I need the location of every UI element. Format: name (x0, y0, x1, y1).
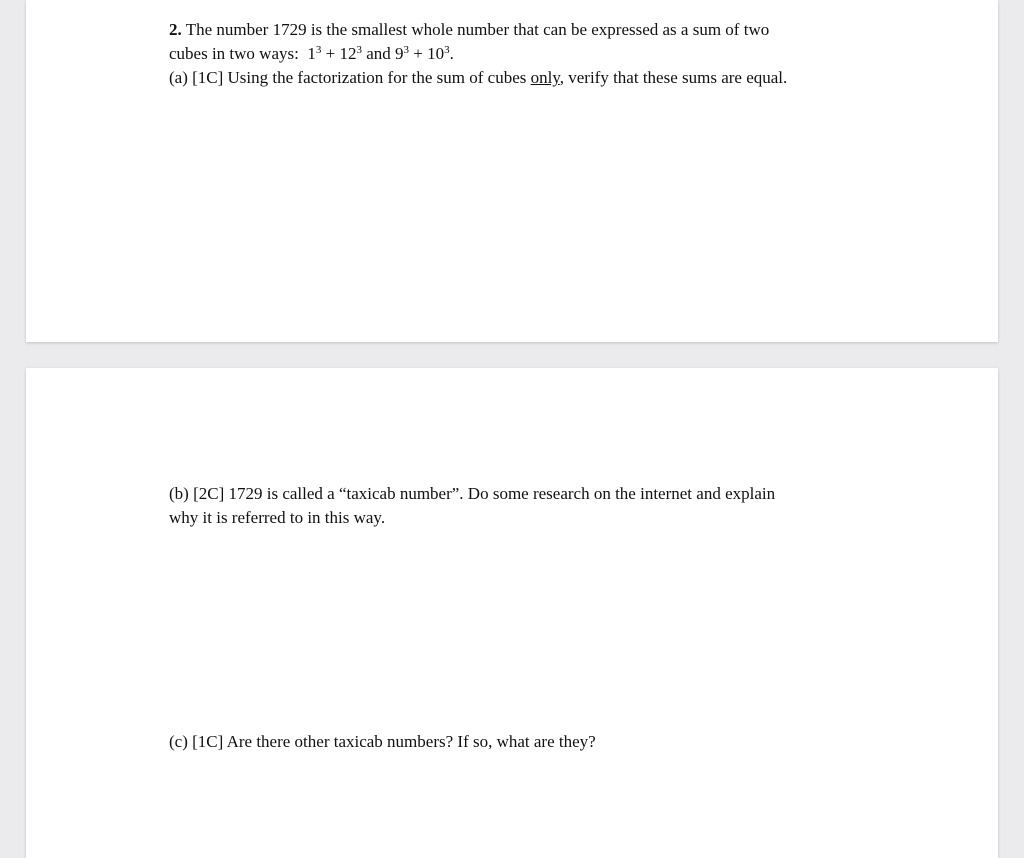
part-a (169, 66, 869, 90)
expr1-exponent-a: 3 (315, 44, 322, 56)
expr1-plus: + (325, 44, 336, 63)
expr2-period: . (449, 44, 454, 63)
question-stem-line-1: The number 1729 is the smallest whole number that can be expressed as a sum of two (185, 20, 770, 39)
question-stem-line-2-prefix: cubes in two ways: (169, 44, 299, 63)
part-c-text: (c) [1C] Are there other taxicab numbers? If so, what are they? (169, 732, 596, 751)
question-number: 2. (169, 20, 182, 39)
question-2-line-1 (169, 18, 869, 42)
expr2-base-b: 10 (427, 44, 445, 63)
worksheet-page-1 (26, 0, 998, 342)
part-a-underlined-word: only (530, 68, 560, 87)
part-a-suffix: , verify that these sums are equal. (559, 68, 788, 87)
expression-1 (303, 44, 362, 63)
part-b (169, 482, 869, 530)
part-b-line-2: why it is referred to in this way. (169, 508, 386, 527)
and-word: and (366, 44, 391, 63)
expr1-base-a: 1 (307, 44, 316, 63)
part-b-line-1: (b) [2C] 1729 is called a “taxicab number”. Do some research on the internet and explain (169, 484, 776, 503)
question-2-stem (169, 18, 869, 90)
part-a-prefix: (a) [1C] Using the factorization for the sum of cubes (169, 68, 527, 87)
expr2-plus: + (413, 44, 423, 63)
expr2-exponent-b: 3 (444, 44, 450, 56)
expression-2 (395, 44, 454, 63)
expr2-base-a: 9 (394, 44, 404, 63)
expr1-exponent-b: 3 (356, 44, 362, 56)
question-2-line-2 (169, 42, 869, 66)
expr2-exponent-a: 3 (403, 44, 409, 56)
worksheet-page-2 (26, 368, 998, 858)
expr1-base-b: 12 (339, 44, 357, 63)
part-c (169, 730, 869, 754)
